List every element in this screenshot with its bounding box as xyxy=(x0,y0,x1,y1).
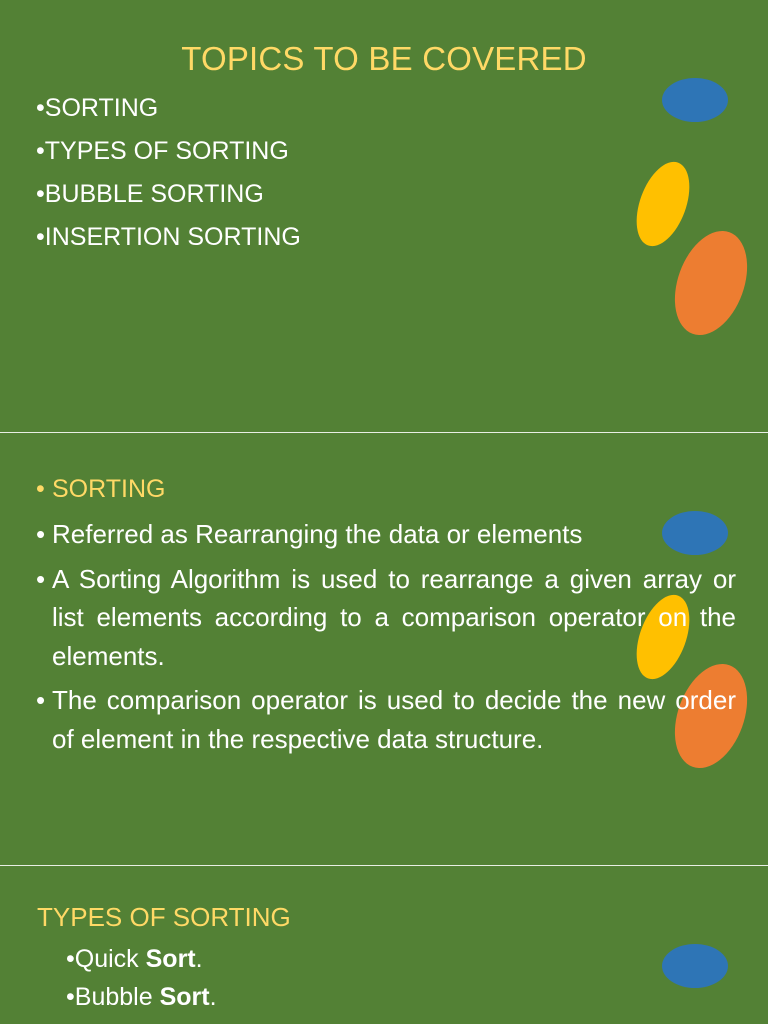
paragraph: • Referred as Rearranging the data or elements xyxy=(36,519,583,549)
sorting-content xyxy=(36,470,736,764)
list-item: •Bubble Sort. xyxy=(66,983,217,1011)
blue-oval-decoration xyxy=(662,944,728,988)
orange-oval-decoration xyxy=(662,221,761,345)
section-heading: • SORTING xyxy=(36,475,166,503)
list-item: •BUBBLE SORTING xyxy=(36,180,264,208)
topics-list xyxy=(36,87,301,259)
list-item: •INSERTION SORTING xyxy=(36,223,301,251)
blue-oval-decoration xyxy=(662,78,728,122)
list-item: •SORTING xyxy=(36,94,159,122)
yellow-oval-decoration xyxy=(626,155,699,253)
section-heading: TYPES OF SORTING xyxy=(37,902,291,932)
sort-types-list xyxy=(66,940,217,1016)
paragraph: • A Sorting Algorithm is used to rearrange a given array or list elements according to a comparison operator on the elements. xyxy=(36,563,736,671)
list-item: •TYPES OF SORTING xyxy=(36,137,289,165)
slide-1 xyxy=(0,0,768,432)
list-item: •Quick Sort. xyxy=(66,945,203,973)
slide-title: TOPICS TO BE COVERED xyxy=(181,40,587,77)
paragraph: • The comparison operator is used to decide the new order of element in the respective data structure. xyxy=(36,685,736,754)
